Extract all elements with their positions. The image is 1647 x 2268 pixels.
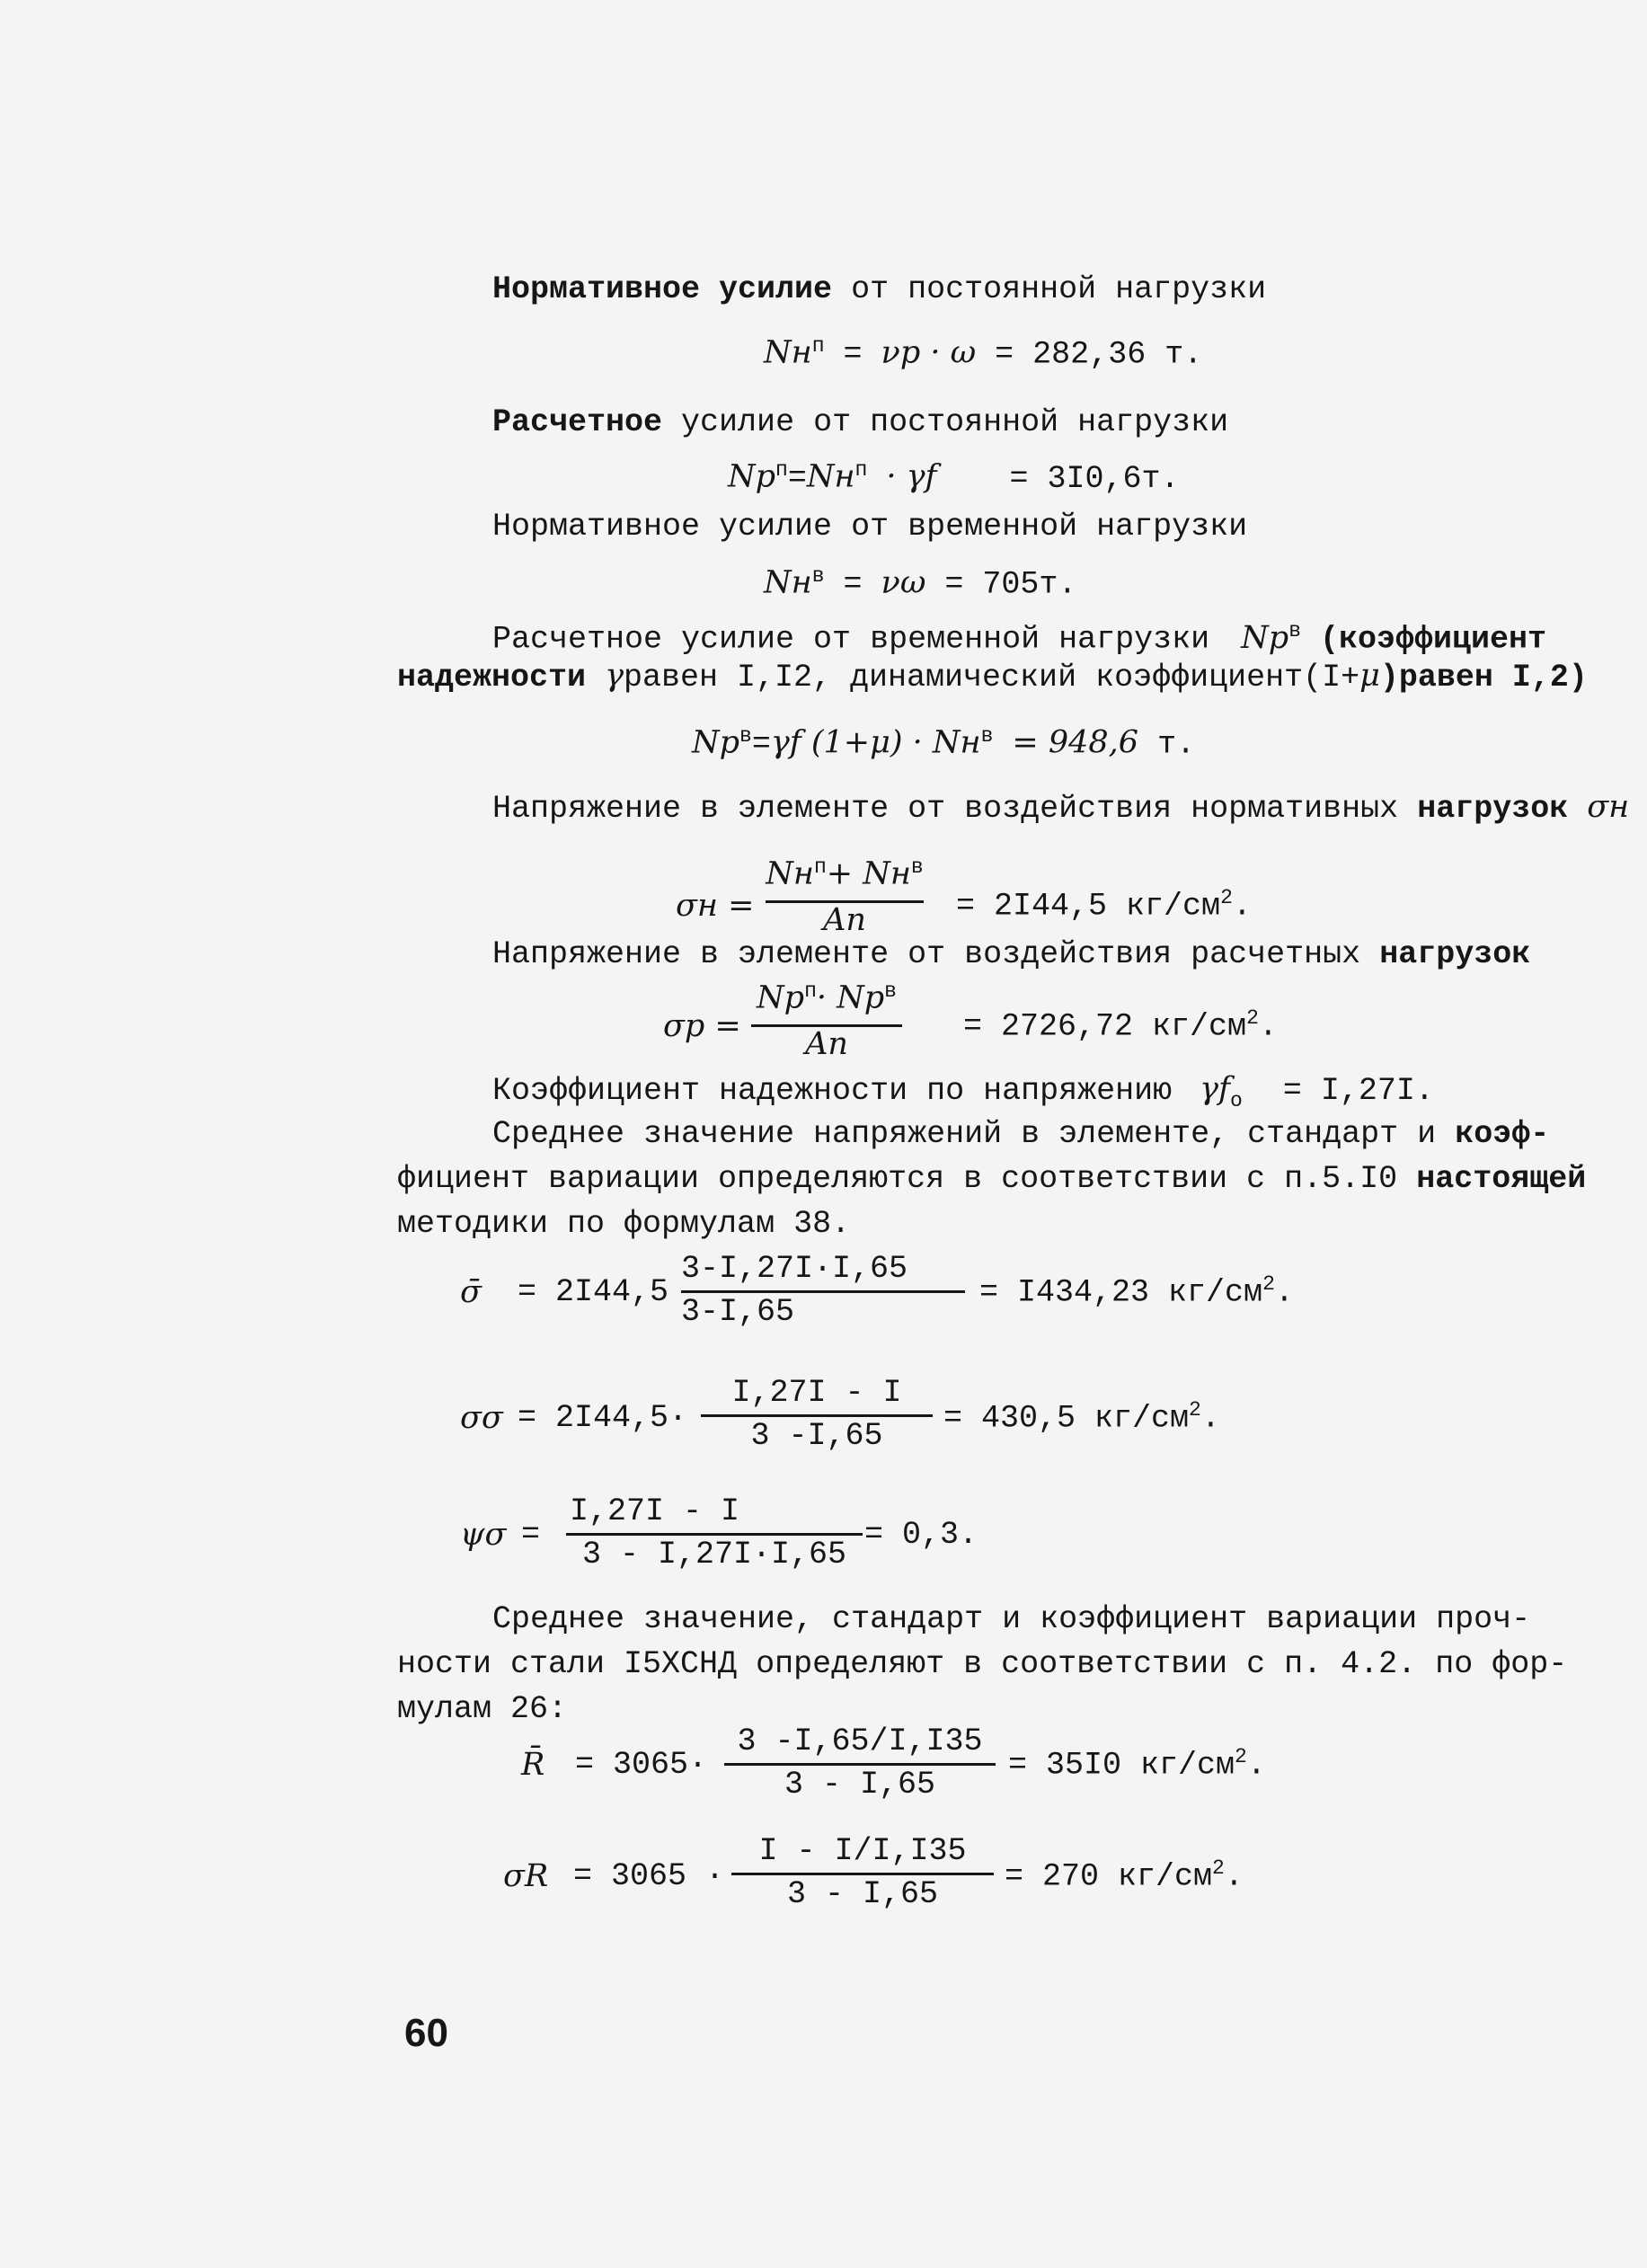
text-steel-strength-1: Среднее значение, стандарт и коэффициент вариации проч-	[492, 1601, 1531, 1637]
heading-design-permanent: Расчетное усилие от постоянной нагрузки	[492, 404, 1229, 440]
text-mean-stress-3: методики по формулам 38.	[397, 1206, 851, 1242]
page-number: 60	[404, 2011, 448, 2055]
formula-normative-permanent: $Nн^п = \nu p \cdot \omega = 282,36$ т.	[764, 334, 1203, 373]
fraction-bar	[724, 1763, 996, 1766]
text-reliability-dynamic: надежности γравен I,I2, динамический коэффициент(I+μ)равен I,2)	[397, 658, 1588, 695]
text-stress-normative: Напряжение в элементе от воздействия нормативных нагрузок σн	[492, 789, 1630, 827]
text-steel-strength-3: мулам 26:	[397, 1691, 568, 1727]
text-steel-strength-2: ности стали I5ХСНД определяют в соответствии с п. 4.2. по фор-	[397, 1646, 1568, 1682]
heading-normative-temporary: Нормативное усилие от временной нагрузки	[492, 509, 1248, 545]
fraction-bar	[566, 1533, 863, 1536]
text-mean-stress-1: Среднее значение напряжений в элементе, стандарт и коэф-	[492, 1116, 1550, 1152]
formula-design-permanent: $Np^п=Nн^п \cdot \gamma f = 3I0,6т$.	[728, 458, 1180, 497]
formula-design-temporary: $Np^в=\gamma f$ $(1+\mu) \cdot Nн^в = 948,6$ т.	[692, 724, 1196, 763]
document-page: Нормативное усилие от постоянной нагрузки $Nн^п = \nu p \cdot \omega = 282,36$ т. Расчетное усилие от постоянной нагрузки $Np^п=Nн^п \cdot \gamma f = 3I0,6т$. Нормативное усилие от временной нагрузки $Nн^в = \nu\omega = 705т$. Расчетное усилие от временной нагрузки $Np^в$ (коэффициент надежности γравен I,I2, динамический коэффициент(I+μ)равен I,2) $Np^в=\gamma f$ $(1+\mu) \cdot Nн^в = 948,6$ т. Напряжение в элементе от воздействия нормативных нагрузок σн σн = $Nн^п+ Nн^в$ An = 2I44,5 $кг/см^2$. Напряжение в элементе от воздействия расчетных нагрузок σp = $Np^п\cdot Np^в$ An = 2726,72 $кг/см^2$. Коэффициент надежности по напряжению $\gamma f_o = I,27I$. Среднее значение напряжений в элементе, стандарт и коэф- фициент вариации определяются в соответствии с п.5.I0 настоящей методики по формулам 38. σ̄ = 2I44,5 3-I,27I·I,65 3-I,65 = I434,23 $кг/см^2$. σσ = 2I44,5· I,27I - I 3 -I,65 = 430,5 $кг/см^2$. ψσ = I,27I - I 3 - I,27I·I,65 = 0,3. Среднее значение, стандарт и коэффициент вариации проч- ности стали I5ХСНД определяют в соответствии с п. 4.2. по фор- мулам 26: R̄ = 3065· 3 -I,65/I,I35 3 - I,65 = 35I0 $кг/см^2$. σR = 3065 · I - I/I,I35 3 - I,65 = 270 $кг/см^2$. 60	[397, 271, 1630, 2055]
text-mean-stress-2: фициент вариации определяются в соответствии с п.5.I0 настоящей	[397, 1161, 1587, 1197]
text-stress-design: Напряжение в элементе от воздействия расчетных нагрузок	[492, 936, 1531, 972]
text-reliability-stress: Коэффициент надежности по напряжению $\gamma f_o = I,27I$.	[492, 1071, 1434, 1112]
fraction-bar	[731, 1873, 994, 1875]
text-design-temporary: Расчетное усилие от временной нагрузки $Np^в$ (коэффициент	[492, 619, 1547, 658]
fraction-bar	[701, 1414, 933, 1417]
heading-normative-permanent: Нормативное усилие от постоянной нагрузки	[492, 271, 1267, 307]
formula-normative-temporary: $Nн^в = \nu\omega = 705т$.	[764, 564, 1077, 603]
fraction-bar	[681, 1290, 965, 1293]
